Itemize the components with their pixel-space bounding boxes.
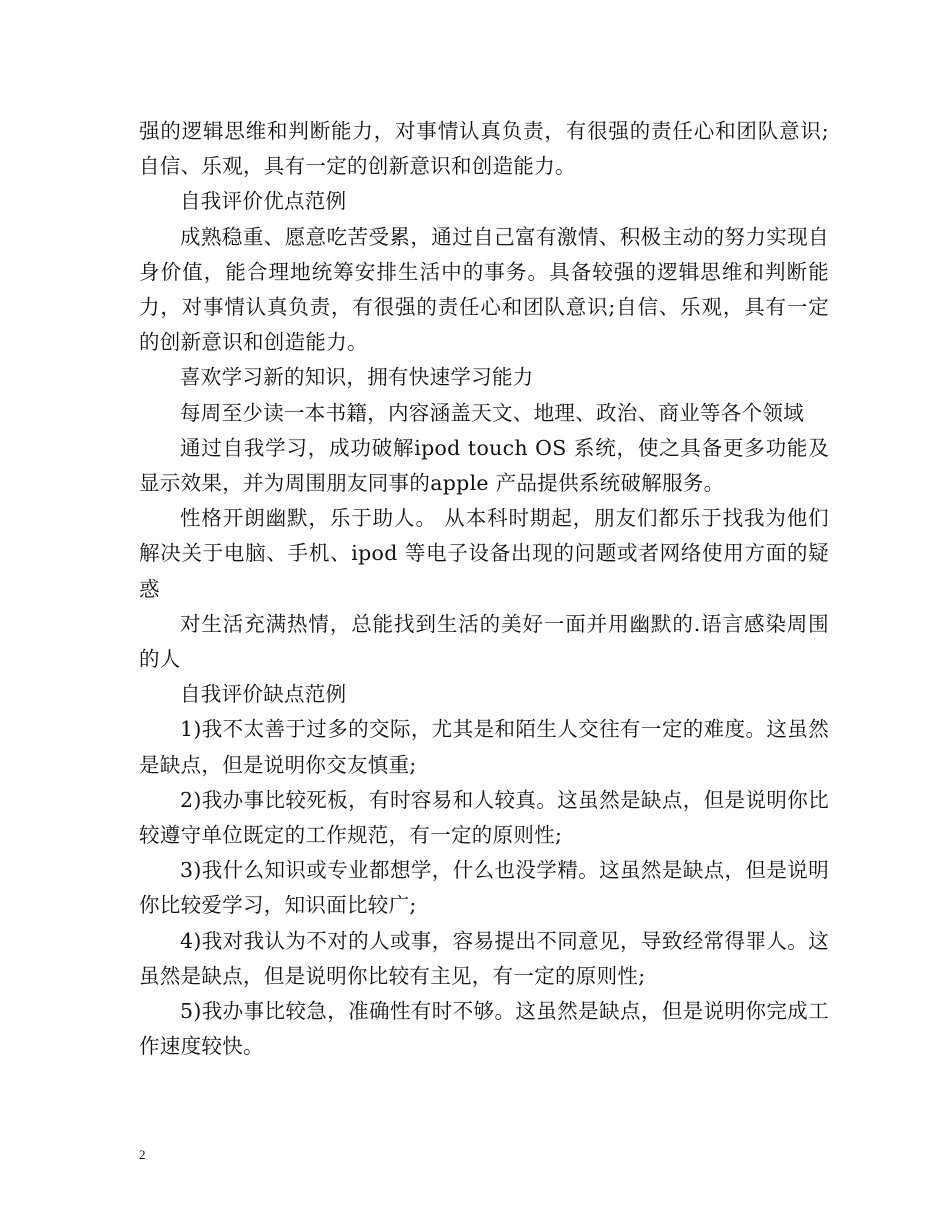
- list-item: 5)我办事比较急，准确性有时不够。这虽然是缺点，但是说明你完成工作速度较快。: [139, 999, 829, 1059]
- paragraph: 每周至少读一本书籍，内容涵盖天文、地理、政治、商业等各个领域: [180, 400, 804, 425]
- section-heading-weaknesses: 自我评价缺点范例: [180, 682, 347, 707]
- paragraph: 对生活充满热情，总能找到生活的美好一面并用幽默的.语言感染周围的人: [139, 611, 829, 672]
- list-item: 4)我对我认为不对的人或事，容易提出不同意见，导致经常得罪人。这虽然是缺点，但是说明你比较有主见，有一定的原则性;: [139, 928, 829, 988]
- list-item: 2)我办事比较死板，有时容易和人较真。这虽然是缺点，但是说明你比较遵守单位既定的工作规范，有一定的原则性;: [139, 787, 829, 848]
- paragraph: 成熟稳重、愿意吃苦受累，通过自己富有激情、积极主动的努力实现自身价值，能合理地统筹安排生活中的事务。具备较强的逻辑思维和判断能力，对事情认真负责，有很强的责任心和团队意识;自信、乐观，具有一定的创新意识和创造能力。: [139, 224, 829, 355]
- paragraph: 性格开朗幽默，乐于助人。 从本科时期起，朋友们都乐于找我为他们解决关于电脑、手机、ipod 等电子设备出现的问题或者网络使用方面的疑惑: [139, 506, 829, 601]
- paragraph: 通过自我学习，成功破解ipod touch OS 系统，使之具备更多功能及显示效果，并为周围朋友同事的apple 产品提供系统破解服务。: [139, 435, 829, 496]
- list-item: 3)我什么知识或专业都想学，什么也没学精。这虽然是缺点，但是说明你比较爱学习，知识面比较广;: [139, 858, 829, 918]
- paragraph: 喜欢学习新的知识，拥有快速学习能力: [180, 365, 534, 390]
- document-body: [139, 114, 829, 1064]
- list-item: 1)我不太善于过多的交际，尤其是和陌生人交往有一定的难度。这虽然是缺点，但是说明你交友慎重;: [139, 717, 829, 777]
- paragraph: 强的逻辑思维和判断能力，对事情认真负责，有很强的责任心和团队意识;自信、乐观，具有一定的创新意识和创造能力。: [139, 119, 829, 179]
- page-number: 2: [139, 1147, 146, 1162]
- section-heading-strengths: 自我评价优点范例: [180, 189, 347, 214]
